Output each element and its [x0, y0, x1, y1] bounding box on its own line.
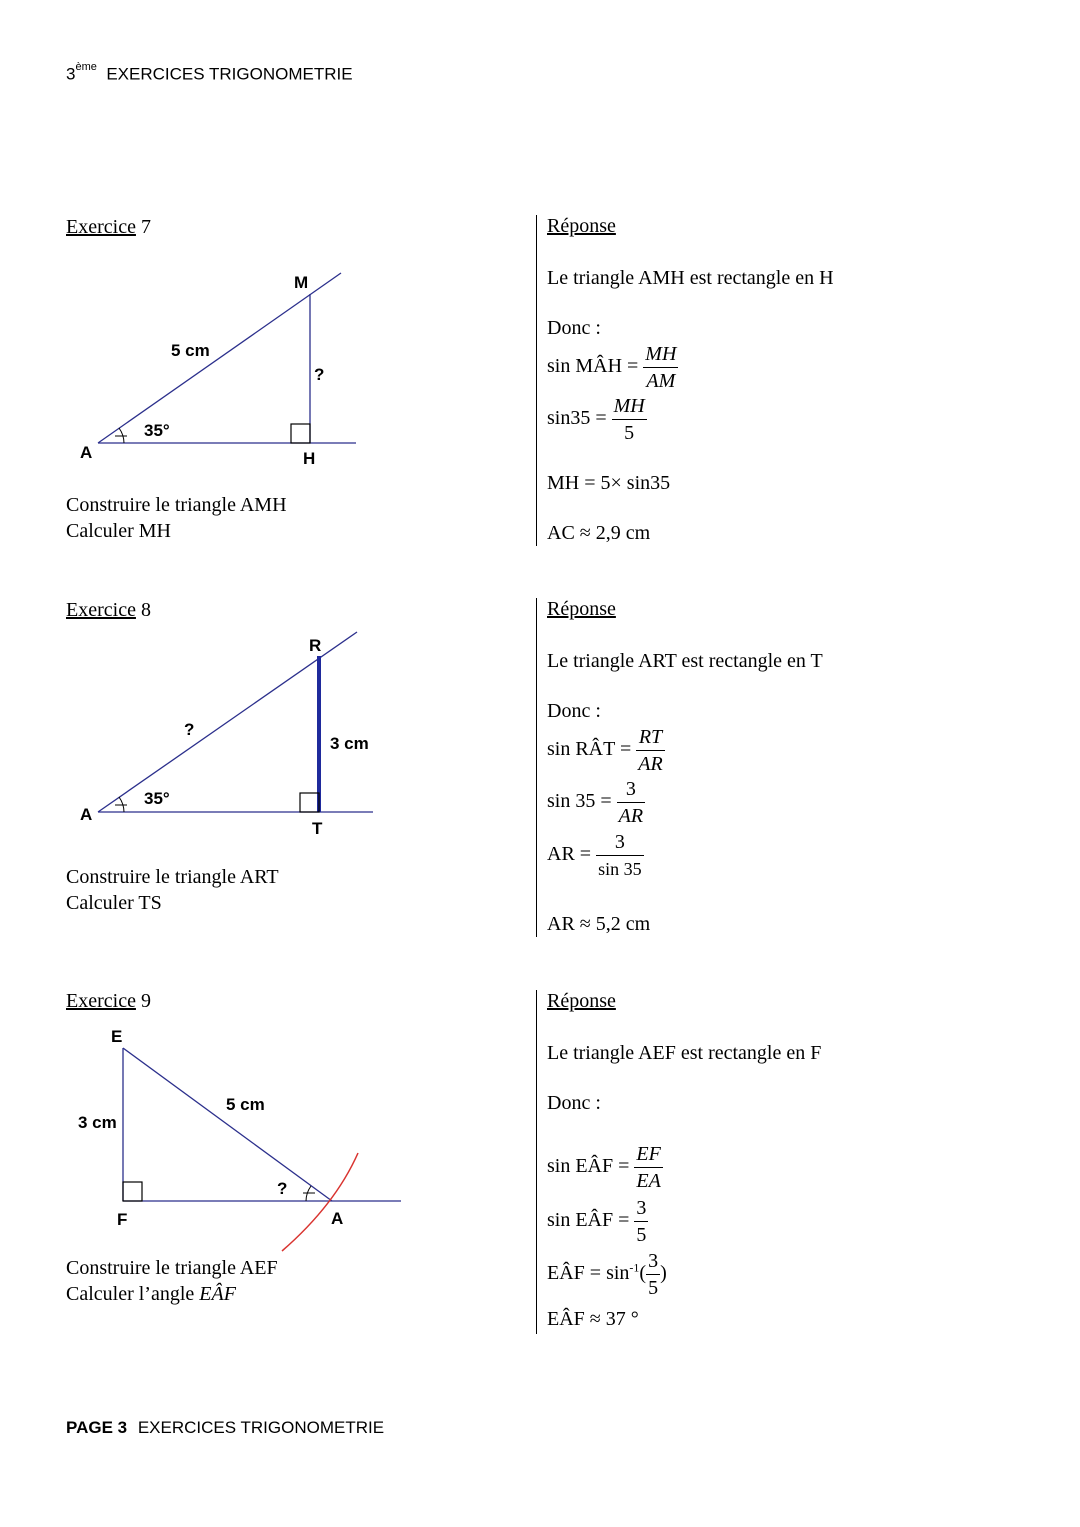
ex9-task-calculate-angle: EÂF	[199, 1283, 236, 1305]
exercise-9-number: 9	[140, 990, 151, 1012]
ex7-formula-3: MH = 5× sin35	[547, 472, 671, 494]
ex7-label-M: M	[294, 273, 309, 292]
ex7-label-angle: 35°	[144, 421, 170, 440]
ex9-task-construct: Construire le triangle AEF	[66, 1257, 278, 1279]
ex7-formula-4: AC ≈ 2,9 cm	[547, 522, 651, 544]
exercise-8-title-word: Exercice	[66, 599, 136, 621]
ex8-f2-fraction	[617, 776, 645, 829]
exercise-8-number: 8	[140, 599, 151, 621]
ex7-f2-num: MH	[612, 393, 647, 420]
ex9-label-A: A	[331, 1209, 344, 1228]
ex8-f2-left: sin 35 =	[547, 790, 612, 813]
ex9-hypotenuse-line	[123, 1048, 332, 1201]
ex8-f2-num: 3	[617, 776, 645, 803]
ex9-task-calculate	[66, 1281, 278, 1307]
ex8-response-heading: Réponse	[547, 598, 616, 620]
ex8-f1-left: sin RÂT =	[547, 738, 632, 761]
ex9-f1-fraction	[634, 1141, 662, 1194]
ex8-formula-3	[547, 829, 644, 882]
ex9-f3-left: EÂF = sin	[547, 1262, 630, 1285]
ex7-f2-left: sin35 =	[547, 407, 607, 430]
ex9-label-unknown: ?	[277, 1179, 288, 1198]
ex9-formula-4: EÂF ≈ 37 °	[547, 1308, 639, 1330]
ex8-response-line1: Le triangle ART est rectangle en T	[547, 650, 823, 672]
ex9-formula-2	[547, 1195, 648, 1248]
ex8-f3-fraction	[596, 829, 644, 882]
ex7-f1-left: sin MÂH =	[547, 355, 639, 378]
ex8-label-R: R	[309, 636, 322, 655]
ex9-response-donc: Donc :	[547, 1092, 601, 1114]
ex8-formula-4: AR ≈ 5,2 cm	[547, 913, 651, 935]
ex9-response-line1: Le triangle AEF est rectangle en F	[547, 1042, 822, 1064]
ex7-label-A: A	[80, 443, 93, 462]
ex9-f3-exponent: -1	[629, 1260, 640, 1275]
ex7-f1-den: AM	[646, 370, 676, 392]
ex9-f2-fraction	[634, 1195, 648, 1248]
ex9-label-E: E	[111, 1027, 123, 1046]
exercise-9-tasks	[66, 1255, 278, 1307]
exercise-9-title-word: Exercice	[66, 990, 136, 1012]
ex8-f3-num: 3	[596, 829, 644, 856]
ex7-f2-den: 5	[624, 422, 635, 444]
exercise-7-number: 7	[140, 216, 151, 238]
ex8-f1-num: RT	[636, 724, 664, 751]
ex9-label-hypotenuse: 5 cm	[226, 1095, 265, 1114]
ex7-formula-2	[547, 393, 647, 446]
ex9-label-side: 3 cm	[78, 1113, 117, 1132]
ex8-response-donc: Donc :	[547, 700, 601, 722]
ex9-f3-den: 5	[648, 1277, 659, 1299]
exercise-9-figure	[0, 0, 540, 1400]
grade-level: 3	[66, 64, 76, 84]
page-number: PAGE 3	[66, 1418, 128, 1437]
ex8-label-angle: 35°	[144, 789, 170, 808]
ex8-label-T: T	[312, 819, 323, 838]
page-footer	[66, 1418, 384, 1438]
ex7-task-calculate: Calculer MH	[66, 520, 171, 542]
ex9-f1-den: EA	[636, 1170, 661, 1192]
ex8-task-calculate: Calculer TS	[66, 892, 162, 914]
ex9-f1-num: EF	[634, 1141, 662, 1168]
ex7-response-line1: Le triangle AMH est rectangle en H	[547, 267, 834, 289]
ex7-task-construct: Construire le triangle AMH	[66, 494, 287, 516]
ex9-formula-3: EÂF = $\sin^{-1}$( $\frac{3}{5}$ )	[547, 1250, 667, 1299]
ex9-right-angle-mark	[123, 1182, 142, 1201]
ex9-f2-num: 3	[634, 1195, 648, 1222]
ex9-f3-fraction	[646, 1248, 660, 1301]
ex9-f1-left: sin EÂF =	[547, 1155, 630, 1178]
ex8-f3-left: AR =	[547, 843, 592, 866]
ex8-label-hypotenuse: ?	[184, 720, 195, 739]
footer-title: EXERCICES TRIGONOMETRIE	[137, 1418, 385, 1437]
ex8-label-A: A	[80, 805, 93, 824]
ex7-label-hypotenuse: 5 cm	[171, 341, 210, 360]
ex9-task-calculate-text: Calculer l’angle	[66, 1283, 195, 1305]
ex8-formula-1	[547, 724, 665, 777]
ex7-f2-fraction	[612, 393, 647, 446]
ex9-f3-num: 3	[646, 1248, 660, 1275]
ex8-task-construct: Construire le triangle ART	[66, 866, 279, 888]
exercise-7-title-word: Exercice	[66, 216, 136, 238]
ex8-f1-fraction	[636, 724, 664, 777]
ex9-compass-arc	[282, 1153, 358, 1251]
ex8-label-side: 3 cm	[330, 734, 369, 753]
ex9-f2-den: 5	[636, 1224, 647, 1246]
ex7-f1-fraction	[643, 341, 678, 394]
ex7-formula-1	[547, 341, 678, 394]
grade-level-sup: ème	[75, 61, 97, 73]
ex7-label-unknown: ?	[314, 365, 325, 384]
ex9-response-heading: Réponse	[547, 990, 616, 1012]
ex9-formula-1	[547, 1141, 663, 1194]
ex7-label-H: H	[303, 449, 316, 468]
ex8-f3-den: sin 35	[598, 859, 642, 879]
ex8-f1-den: AR	[638, 753, 663, 775]
ex9-label-F: F	[117, 1210, 128, 1229]
ex9-f2-left: sin EÂF =	[547, 1209, 630, 1232]
ex9-divider	[536, 990, 537, 1334]
ex8-f2-den: AR	[618, 805, 644, 827]
ex7-response-donc: Donc :	[547, 317, 601, 339]
ex7-f1-num: MH	[643, 341, 678, 368]
ex7-response-heading: Réponse	[547, 215, 616, 237]
header-title: EXERCICES TRIGONOMETRIE	[106, 64, 353, 84]
ex8-formula-2	[547, 776, 645, 829]
